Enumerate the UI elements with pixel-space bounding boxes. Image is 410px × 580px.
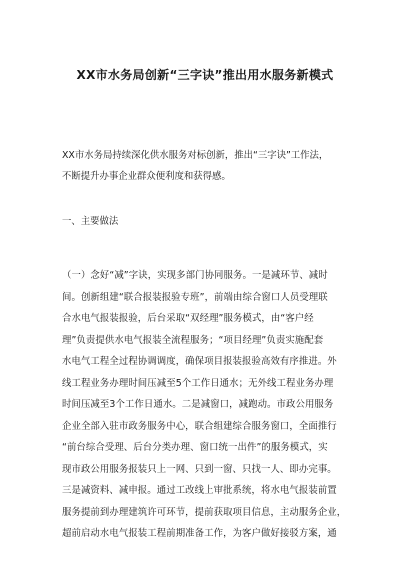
- body-line: 服务提前到办理建筑许可环节，提前获取项目信息，主动服务企业，: [62, 506, 347, 518]
- intro-line: 不断提升办事企业群众便利度和获得感。: [62, 171, 231, 182]
- body-line: 理”负责提供水电气报装全流程服务；“项目经理”负责实施配套: [62, 334, 324, 346]
- body-line: 合水电气报装报验，后台采取“双经理”服务模式，由“客户经: [62, 313, 314, 324]
- body-line: 线工程业务办理时间压减至5个工作日通水；无外线工程业务办理: [62, 377, 334, 389]
- intro-line: XX市水务局持续深化供水服务对标创新，推出“三字诀”工作法，: [62, 150, 329, 161]
- intro-paragraph: [62, 145, 362, 187]
- section-heading: 一、主要做法: [62, 216, 119, 227]
- body-line: “前台综合受理、后台分类办理、窗口统一出件”的服务模式，实: [62, 442, 328, 453]
- body-line: （一）念好“减”字诀，实现多部门协同服务。一是减环节、减时: [62, 270, 328, 281]
- body-line: 间。创新组建“联合报装报验专班”，前端由综合窗口人员受理联: [62, 291, 328, 303]
- body-paragraph: [62, 265, 362, 545]
- body-line: 三是减资料、减申报。通过工改线上审批系统，将水电气报装前置: [62, 485, 337, 496]
- body-line: 水电气工程全过程协调调度，确保项目报装报验高效有序推进。外: [62, 356, 337, 367]
- document-title: XX市水务局创新“三字诀”推出用水服务新模式: [76, 68, 334, 82]
- body-line: 现市政公用服务报装只上一网、只到一窗、只找一人、即办完事。: [62, 463, 337, 475]
- body-line: 超前启动水电气报装工程前期准备工作，为客户做好接驳方案，通: [62, 528, 337, 539]
- body-line: 企业全部入驻市政务服务中心，联合组建综合服务窗口，全面推行: [62, 420, 337, 432]
- body-line: 时间压减至3个工作日通水。二是减窗口，减跑动。市政公用服务: [62, 399, 334, 410]
